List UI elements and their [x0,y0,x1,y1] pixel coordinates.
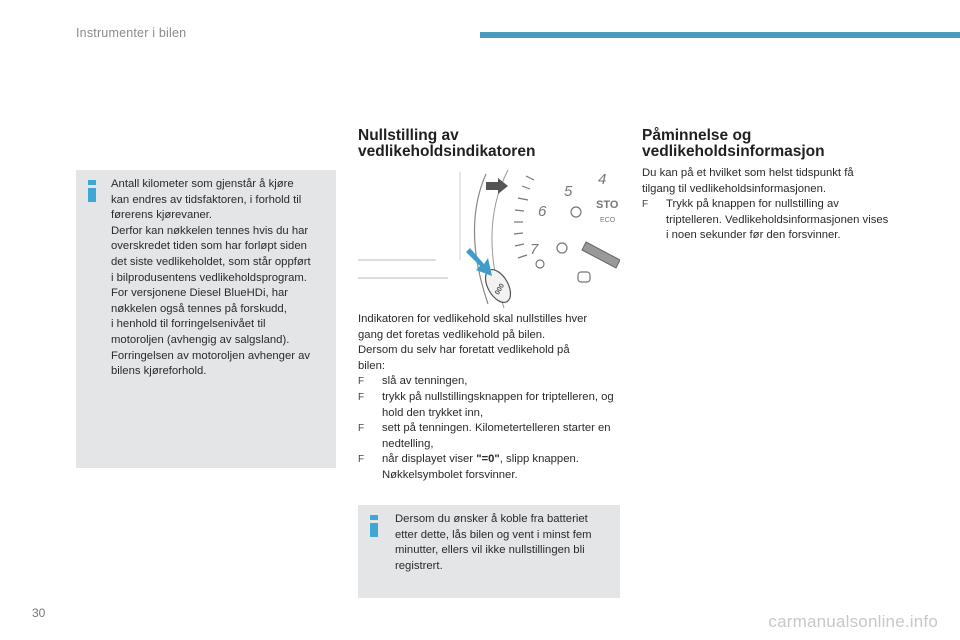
reset-instructions [358,312,626,484]
instrument-cluster-illustration [358,168,620,308]
gauge-number-5: 5 [564,183,573,200]
intro-line: gang det foretas vedlikehold på bilen. [358,328,546,341]
info-note-text: Antall kilometer som gjenstår å kjøre kan endres av tidsfaktoren, i forhold til førerens kjørevaner. Derfor kan nøkkelen tennes hvis du har overskredet tiden som har forløpt siden det siste vedlikeholdet, som står oppført i bilprodusentens vedlikeholdsprogram. For versjonene Diesel BlueHDi, har nøkkelen også tennes på forskudd, i henhold til forringelsenivået til motoroljen (avhengig av salgsland). Forringelsen av motoroljen avhenger av bilens kjøreforhold. [111,178,311,378]
display-value: "=0" [476,453,500,466]
gauge-number-6: 6 [538,203,547,220]
reminder-instructions [642,166,892,244]
bullet-text: sett på tenningen. Kilometertelleren starter en nedtelling, [382,422,611,450]
header-accent-bar [480,32,960,38]
intro-line: bilen: [358,359,386,372]
section-title-reset: Nullstilling av vedlikeholdsindikatoren [358,127,536,160]
stop-label: STO [596,199,619,211]
bullet-item [642,197,892,244]
section-title-reminder: Påminnelse og vedlikeholdsinformasjon [642,127,825,160]
page-number: 30 [32,606,46,620]
bullet-text: trykk på nullstillingsknappen for triptelleren, og hold den trykket inn, [382,390,614,419]
gauge-number-4: 4 [598,171,607,188]
info-note-box [76,170,336,468]
intro-line: Du kan på et hvilket som helst tidspunkt få [642,167,854,179]
intro-line: Indikatoren for vedlikehold skal nullstilles hver [358,313,588,325]
bullet-item [358,421,626,452]
battery-info-text: Dersom du ønsker å koble fra batteriet etter dette, lås bilen og vent i minst fem minutter, ellers vil ikke nullstillingen bli registrert. [395,513,592,572]
gauge-number-7: 7 [530,241,539,258]
bullet-item [358,452,626,483]
bullet-marker: F [358,376,365,388]
battery-info-box [358,505,620,598]
eco-label: ECO [600,217,616,224]
bullet-marker: F [642,199,649,211]
watermark: carmanualsonline.info [768,612,938,631]
gauge-number-labels [530,171,606,258]
intro-line: Dersom du selv har foretatt vedlikehold på [358,344,570,357]
bullet-text-after: , slipp knappen. Nøkkelsymbolet forsvinner. [382,453,579,481]
bullet-item [358,374,626,390]
bullet-text: Trykk på knappen for nullstilling av triptelleren. Vedlikeholdsinformasjonen vises i noen sekunder før den forsvinner. [666,198,889,242]
intro-line: tilgang til vedlikeholdsinformasjonen. [642,182,826,195]
bullet-text: slå av tenningen, [382,375,468,388]
bullet-marker: F [358,423,365,435]
bullet-text-before: når displayet viser [382,453,477,466]
bullet-marker: F [358,391,365,403]
bullet-item [358,390,626,421]
bullet-marker: F [358,454,365,466]
reset-button-label: 000 [494,282,507,297]
chapter-title: Instrumenter i bilen [76,26,187,40]
